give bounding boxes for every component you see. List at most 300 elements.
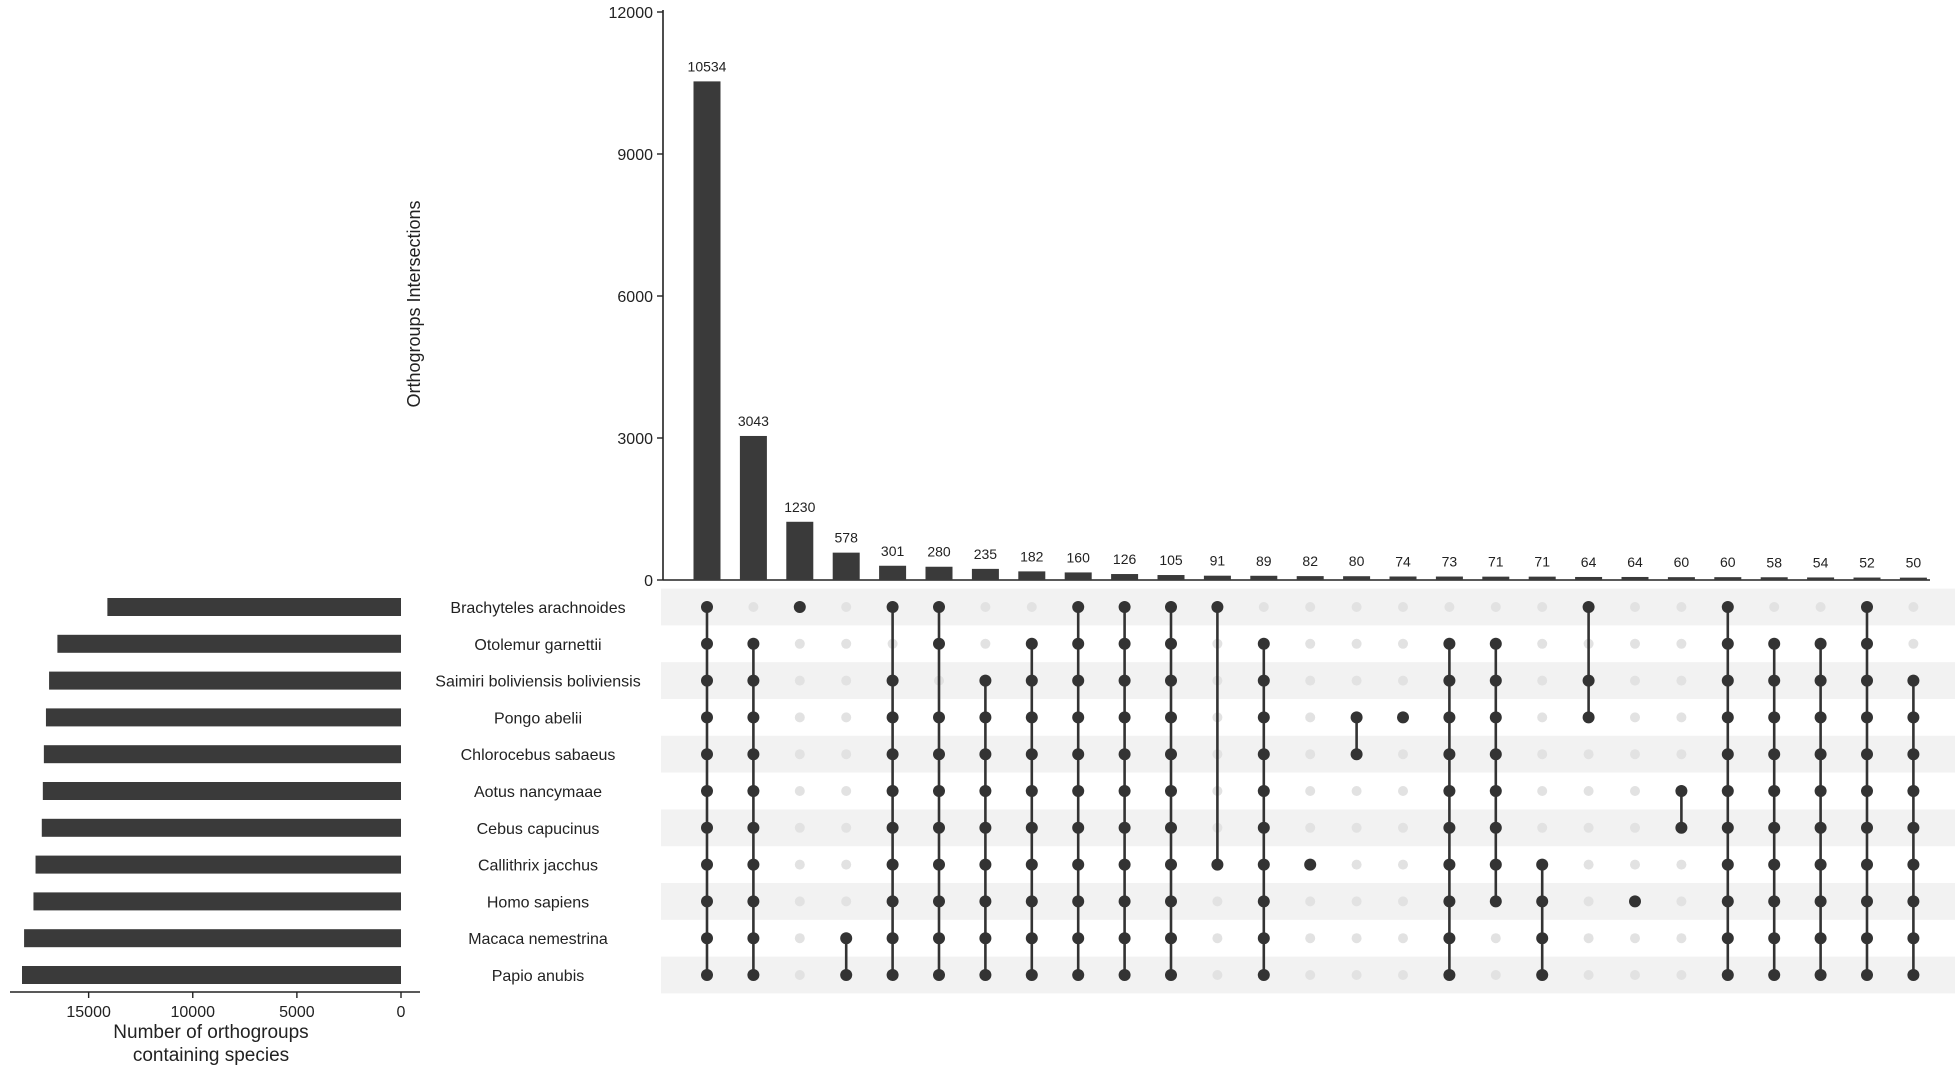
matrix-dot-active [747,785,759,797]
matrix-dot-active [1443,895,1455,907]
matrix-dot-active [1490,895,1502,907]
matrix-dot-active [979,675,991,687]
matrix-dot-active [1815,748,1827,760]
matrix-dot-active [1861,969,1873,981]
matrix-dot-active [701,601,713,613]
matrix-dot-active [979,748,991,760]
matrix-dot-active [1165,638,1177,650]
matrix-dot-inactive [1305,676,1315,686]
matrix-dot-active [701,748,713,760]
set-label: Pongo abelii [493,710,583,728]
y-tick-label: 3000 [617,431,653,448]
matrix-dot-active [1072,932,1084,944]
matrix-dot-inactive [1352,970,1362,980]
matrix-dot-active [1722,785,1734,797]
matrix-dot-active [979,859,991,871]
matrix-dot-active [1722,822,1734,834]
intersection-bar [833,553,860,580]
intersection-bar [879,566,906,580]
matrix-dot-active [933,822,945,834]
y-tick-label: 12000 [608,5,653,22]
matrix-dot-inactive [795,860,805,870]
matrix-dot-active [1165,932,1177,944]
intersection-bar-label: 71 [1488,553,1504,570]
matrix-dot-inactive [795,970,805,980]
matrix-dot-active [933,711,945,723]
matrix-dot-active [1861,711,1873,723]
matrix-dot-active [1072,785,1084,797]
intersection-bar-label: 182 [1020,548,1044,565]
matrix-dot-active [887,822,899,834]
matrix-dot-active [1722,675,1734,687]
matrix-dot-inactive [1305,933,1315,943]
matrix-dot-active [1119,711,1131,723]
matrix-dot-active [1072,895,1084,907]
intersection-bar [1065,572,1092,580]
matrix-dot-active [1907,711,1919,723]
matrix-dot-inactive [1537,786,1547,796]
matrix-dot-inactive [1584,970,1594,980]
matrix-dot-inactive [841,602,851,612]
matrix-dot-inactive [1491,933,1501,943]
matrix-dot-inactive [795,712,805,722]
matrix-dot-inactive [1537,639,1547,649]
matrix-dot-inactive [1352,786,1362,796]
matrix-dot-active [1072,748,1084,760]
matrix-dot-inactive [1630,970,1640,980]
intersection-bar [1622,577,1649,580]
matrix-dot-inactive [795,676,805,686]
matrix-dot-active [1907,748,1919,760]
matrix-dot-active [1443,859,1455,871]
matrix-dot-active [747,859,759,871]
set-size-bar [33,892,401,910]
matrix-dot-active [701,895,713,907]
matrix-dot-active [1768,859,1780,871]
intersection-bar [1482,577,1509,580]
intersection-bar [1575,577,1602,580]
matrix-dot-active [887,969,899,981]
matrix-dot-inactive [1352,933,1362,943]
matrix-dot-active [747,969,759,981]
matrix-dot-active [1907,675,1919,687]
matrix-dot-active [933,748,945,760]
matrix-dot-active [1026,748,1038,760]
matrix-dot-active [1907,822,1919,834]
matrix-dot-active [1026,969,1038,981]
intersection-bar-label: 64 [1580,553,1597,570]
intersection-bar [1390,576,1417,580]
matrix-dot-active [747,895,759,907]
matrix-dot-inactive [1816,602,1826,612]
intersection-bar-label: 160 [1066,549,1090,566]
matrix-dot-inactive [1027,602,1037,612]
matrix-dot-inactive [1676,639,1686,649]
matrix-dot-active [1351,711,1363,723]
intersection-bar-label: 64 [1627,553,1643,570]
matrix-dot-active [887,932,899,944]
matrix-dot-active [1768,785,1780,797]
matrix-dot-active [1165,969,1177,981]
matrix-dot-active [1119,748,1131,760]
matrix-dot-active [1722,748,1734,760]
intersection-bar [1668,577,1695,580]
matrix-dot-active [933,601,945,613]
matrix-dot-active [1026,932,1038,944]
matrix-dot-inactive [1398,676,1408,686]
intersection-bar [1250,576,1277,580]
matrix-dot-active [933,785,945,797]
matrix-dot-inactive [1676,896,1686,906]
matrix-dot-active [933,895,945,907]
matrix-dot-active [1258,895,1270,907]
intersection-bar [1900,578,1927,580]
intersection-bar-label: 71 [1534,553,1550,570]
matrix-dot-inactive [1352,896,1362,906]
matrix-dot-active [747,748,759,760]
matrix-dot-active [1443,822,1455,834]
matrix-dot-inactive [1584,823,1594,833]
matrix-dot-inactive [980,602,990,612]
matrix-dot-active [1815,895,1827,907]
matrix-dot-inactive [1305,639,1315,649]
matrix-dot-active [979,785,991,797]
intersection-bar-label: 10534 [687,58,727,75]
matrix-dot-active [1165,601,1177,613]
matrix-dot-inactive [1398,896,1408,906]
matrix-dot-active [1119,895,1131,907]
matrix-dot-inactive [1537,823,1547,833]
matrix-dot-inactive [1537,712,1547,722]
matrix-dot-inactive [795,786,805,796]
matrix-dot-active [1861,859,1873,871]
matrix-dot-active [747,711,759,723]
intersection-bar-label: 58 [1766,554,1782,571]
set-label: Cebus capucinus [476,820,600,838]
matrix-dot-active [1861,822,1873,834]
matrix-dot-active [1536,859,1548,871]
matrix-dot-inactive [1444,602,1454,612]
matrix-dot-active [1026,785,1038,797]
matrix-dot-active [979,969,991,981]
matrix-dot-inactive [1352,639,1362,649]
matrix-dot-inactive [1491,602,1501,612]
intersection-matrix [701,601,1919,981]
matrix-dot-inactive [795,749,805,759]
matrix-dot-active [1258,785,1270,797]
set-axis-tick-label: 10000 [170,1004,216,1021]
matrix-dot-active [747,675,759,687]
matrix-dot-active [1304,859,1316,871]
matrix-dot-inactive [1305,896,1315,906]
set-label: Saimiri boliviensis boliviensis [435,673,641,691]
matrix-dot-active [1119,785,1131,797]
matrix-dot-active [1861,601,1873,613]
intersection-bar [972,569,999,580]
matrix-dot-inactive [1398,749,1408,759]
matrix-dot-active [933,932,945,944]
matrix-dot-active [1768,748,1780,760]
matrix-dot-inactive [1305,712,1315,722]
matrix-dot-active [1258,969,1270,981]
matrix-dot-active [1443,932,1455,944]
intersection-bar [1343,576,1370,580]
matrix-dot-inactive [841,749,851,759]
matrix-dot-active [1119,932,1131,944]
matrix-dot-inactive [1676,676,1686,686]
matrix-dot-active [1026,675,1038,687]
y-tick-label: 0 [644,573,653,590]
matrix-dot-active [887,748,899,760]
y-tick-label: 6000 [617,289,653,306]
matrix-dot-inactive [1630,823,1640,833]
matrix-dot-active [1026,859,1038,871]
matrix-dot-inactive [1398,602,1408,612]
matrix-dot-active [887,895,899,907]
intersection-bar [1854,578,1881,580]
set-label: Brachyteles arachnoides [450,600,626,617]
matrix-dot-inactive [1908,639,1918,649]
matrix-dot-active [1072,859,1084,871]
matrix-dot-active [1026,638,1038,650]
matrix-dot-active [1907,969,1919,981]
matrix-dot-inactive [1676,933,1686,943]
matrix-dot-active [1768,822,1780,834]
matrix-dot-active [1861,932,1873,944]
matrix-dot-active [1815,822,1827,834]
matrix-dot-inactive [1630,860,1640,870]
matrix-dot-inactive [1584,933,1594,943]
matrix-dot-active [1583,675,1595,687]
matrix-dot-inactive [841,860,851,870]
matrix-dot-active [1490,711,1502,723]
intersection-bar-label: 3043 [737,412,769,429]
matrix-dot-active [1072,601,1084,613]
intersection-bar-label: 60 [1720,554,1736,571]
matrix-dot-active [1861,638,1873,650]
matrix-dot-active [701,969,713,981]
matrix-dot-inactive [1398,860,1408,870]
matrix-dot-inactive [1305,602,1315,612]
set-label: Aotus nancymaae [473,784,603,801]
matrix-dot-active [1768,675,1780,687]
matrix-dot-inactive [1212,896,1222,906]
matrix-dot-inactive [1769,602,1779,612]
set-size-bar [46,708,401,726]
matrix-dot-active [1211,601,1223,613]
matrix-dot-active [1258,822,1270,834]
matrix-dot-inactive [1398,970,1408,980]
matrix-dot-active [1907,785,1919,797]
matrix-dot-inactive [1305,786,1315,796]
matrix-dot-inactive [1630,933,1640,943]
set-size-bar [107,598,401,616]
matrix-dot-active [979,895,991,907]
matrix-dot-inactive [1352,676,1362,686]
matrix-dot-active [1165,895,1177,907]
set-size-bars [22,598,401,984]
intersection-bar [694,81,721,580]
matrix-dot-active [701,785,713,797]
matrix-dot-inactive [1352,823,1362,833]
matrix-dot-active [1490,638,1502,650]
matrix-dot-active [1258,675,1270,687]
matrix-dot-inactive [1537,676,1547,686]
matrix-dot-inactive [1630,749,1640,759]
matrix-dot-active [701,822,713,834]
matrix-dot-active [747,822,759,834]
set-size-bar [49,672,401,690]
matrix-dot-active [1072,638,1084,650]
matrix-dot-inactive [1584,860,1594,870]
matrix-dot-active [887,859,899,871]
intersection-bar [1714,577,1741,580]
intersection-bar [1436,577,1463,580]
set-label: Otolemur garnettii [474,636,602,654]
matrix-dot-inactive [1676,749,1686,759]
matrix-dot-inactive [1676,860,1686,870]
matrix-dot-inactive [980,639,990,649]
intersection-bar-label: 301 [880,542,905,559]
intersection-bar-label: 52 [1859,554,1875,571]
matrix-dot-active [1119,969,1131,981]
matrix-dot-active [1768,932,1780,944]
matrix-dot-active [1165,711,1177,723]
matrix-dot-active [1072,822,1084,834]
matrix-dot-active [1722,969,1734,981]
matrix-dot-active [887,601,899,613]
matrix-dot-inactive [1305,823,1315,833]
matrix-dot-inactive [1537,749,1547,759]
matrix-dot-active [1165,785,1177,797]
matrix-dot-inactive [795,896,805,906]
matrix-dot-inactive [795,639,805,649]
matrix-dot-active [1258,932,1270,944]
intersection-y-axis-label: Orthogroups Intersections [404,200,424,408]
matrix-dot-active [1768,638,1780,650]
matrix-dot-active [1490,859,1502,871]
set-labels [435,600,640,985]
set-size-bar [43,782,401,800]
matrix-dot-active [1490,675,1502,687]
matrix-dot-inactive [1584,896,1594,906]
matrix-dot-inactive [1630,676,1640,686]
intersection-bar-label: 578 [834,529,858,546]
matrix-dot-active [1119,859,1131,871]
matrix-dot-active [1119,675,1131,687]
intersection-bar [1111,574,1138,580]
matrix-dot-active [1443,969,1455,981]
intersection-bar [1018,571,1045,580]
intersection-bar-label: 54 [1812,554,1829,571]
matrix-dot-active [1072,969,1084,981]
set-size-bar [57,635,401,653]
matrix-dot-active [1907,895,1919,907]
matrix-dot-inactive [1212,970,1222,980]
matrix-dot-inactive [1630,786,1640,796]
set-label: Callithrix jacchus [477,857,599,875]
matrix-dot-inactive [841,639,851,649]
matrix-dot-inactive [1908,602,1918,612]
matrix-dot-inactive [1305,970,1315,980]
matrix-dot-active [887,785,899,797]
matrix-dot-active [1490,748,1502,760]
set-label: Homo sapiens [486,894,590,912]
set-size-axis-label-line-1: Number of orthogroups [113,1022,309,1043]
matrix-dot-active [1722,859,1734,871]
matrix-dot-active [933,859,945,871]
matrix-dot-inactive [1630,639,1640,649]
intersection-bar-label: 74 [1395,553,1411,570]
matrix-dot-active [1815,638,1827,650]
intersection-bar-label: 105 [1159,552,1183,569]
intersection-bar-label: 80 [1348,553,1365,570]
matrix-dot-active [1815,675,1827,687]
matrix-dot-inactive [795,933,805,943]
matrix-dot-active [1026,895,1038,907]
intersection-bar-label: 82 [1302,553,1318,570]
matrix-dot-active [1768,711,1780,723]
matrix-dot-inactive [841,896,851,906]
matrix-dot-active [1675,785,1687,797]
matrix-dot-inactive [1305,749,1315,759]
matrix-dot-active [1861,785,1873,797]
intersection-bar-label: 126 [1112,551,1137,568]
matrix-dot-active [1072,675,1084,687]
matrix-dot-active [701,859,713,871]
matrix-dot-active [1258,638,1270,650]
matrix-dot-inactive [1352,602,1362,612]
matrix-dot-active [1119,822,1131,834]
matrix-dot-active [887,711,899,723]
matrix-dot-active [1258,711,1270,723]
matrix-dot-active [1536,932,1548,944]
intersection-bar-label: 235 [973,545,998,562]
matrix-dot-active [1397,711,1409,723]
matrix-dot-active [1583,711,1595,723]
intersection-bar [1297,576,1324,580]
matrix-dot-inactive [1584,786,1594,796]
matrix-dot-active [747,932,759,944]
intersection-bar [786,522,813,580]
matrix-dot-active [887,675,899,687]
matrix-dot-active [979,932,991,944]
intersection-bar [1158,575,1185,580]
matrix-dot-active [1536,895,1548,907]
matrix-dot-active [1072,711,1084,723]
matrix-dot-active [1815,859,1827,871]
matrix-dot-active [1861,675,1873,687]
matrix-dot-inactive [1630,602,1640,612]
matrix-dot-inactive [1259,602,1269,612]
matrix-dot-inactive [1398,786,1408,796]
matrix-dot-inactive [1630,712,1640,722]
matrix-dot-inactive [1676,712,1686,722]
y-tick-label: 9000 [617,147,653,164]
matrix-dot-inactive [1398,823,1408,833]
matrix-dot-inactive [1676,970,1686,980]
matrix-dot-active [1815,711,1827,723]
matrix-dot-active [1861,895,1873,907]
matrix-dot-inactive [841,676,851,686]
intersection-bar [1204,576,1231,580]
matrix-dot-inactive [1676,602,1686,612]
matrix-dot-inactive [748,602,758,612]
matrix-dot-active [1165,748,1177,760]
set-label: Chlorocebus sabaeus [460,747,616,765]
matrix-dot-active [701,711,713,723]
matrix-dot-active [1211,859,1223,871]
